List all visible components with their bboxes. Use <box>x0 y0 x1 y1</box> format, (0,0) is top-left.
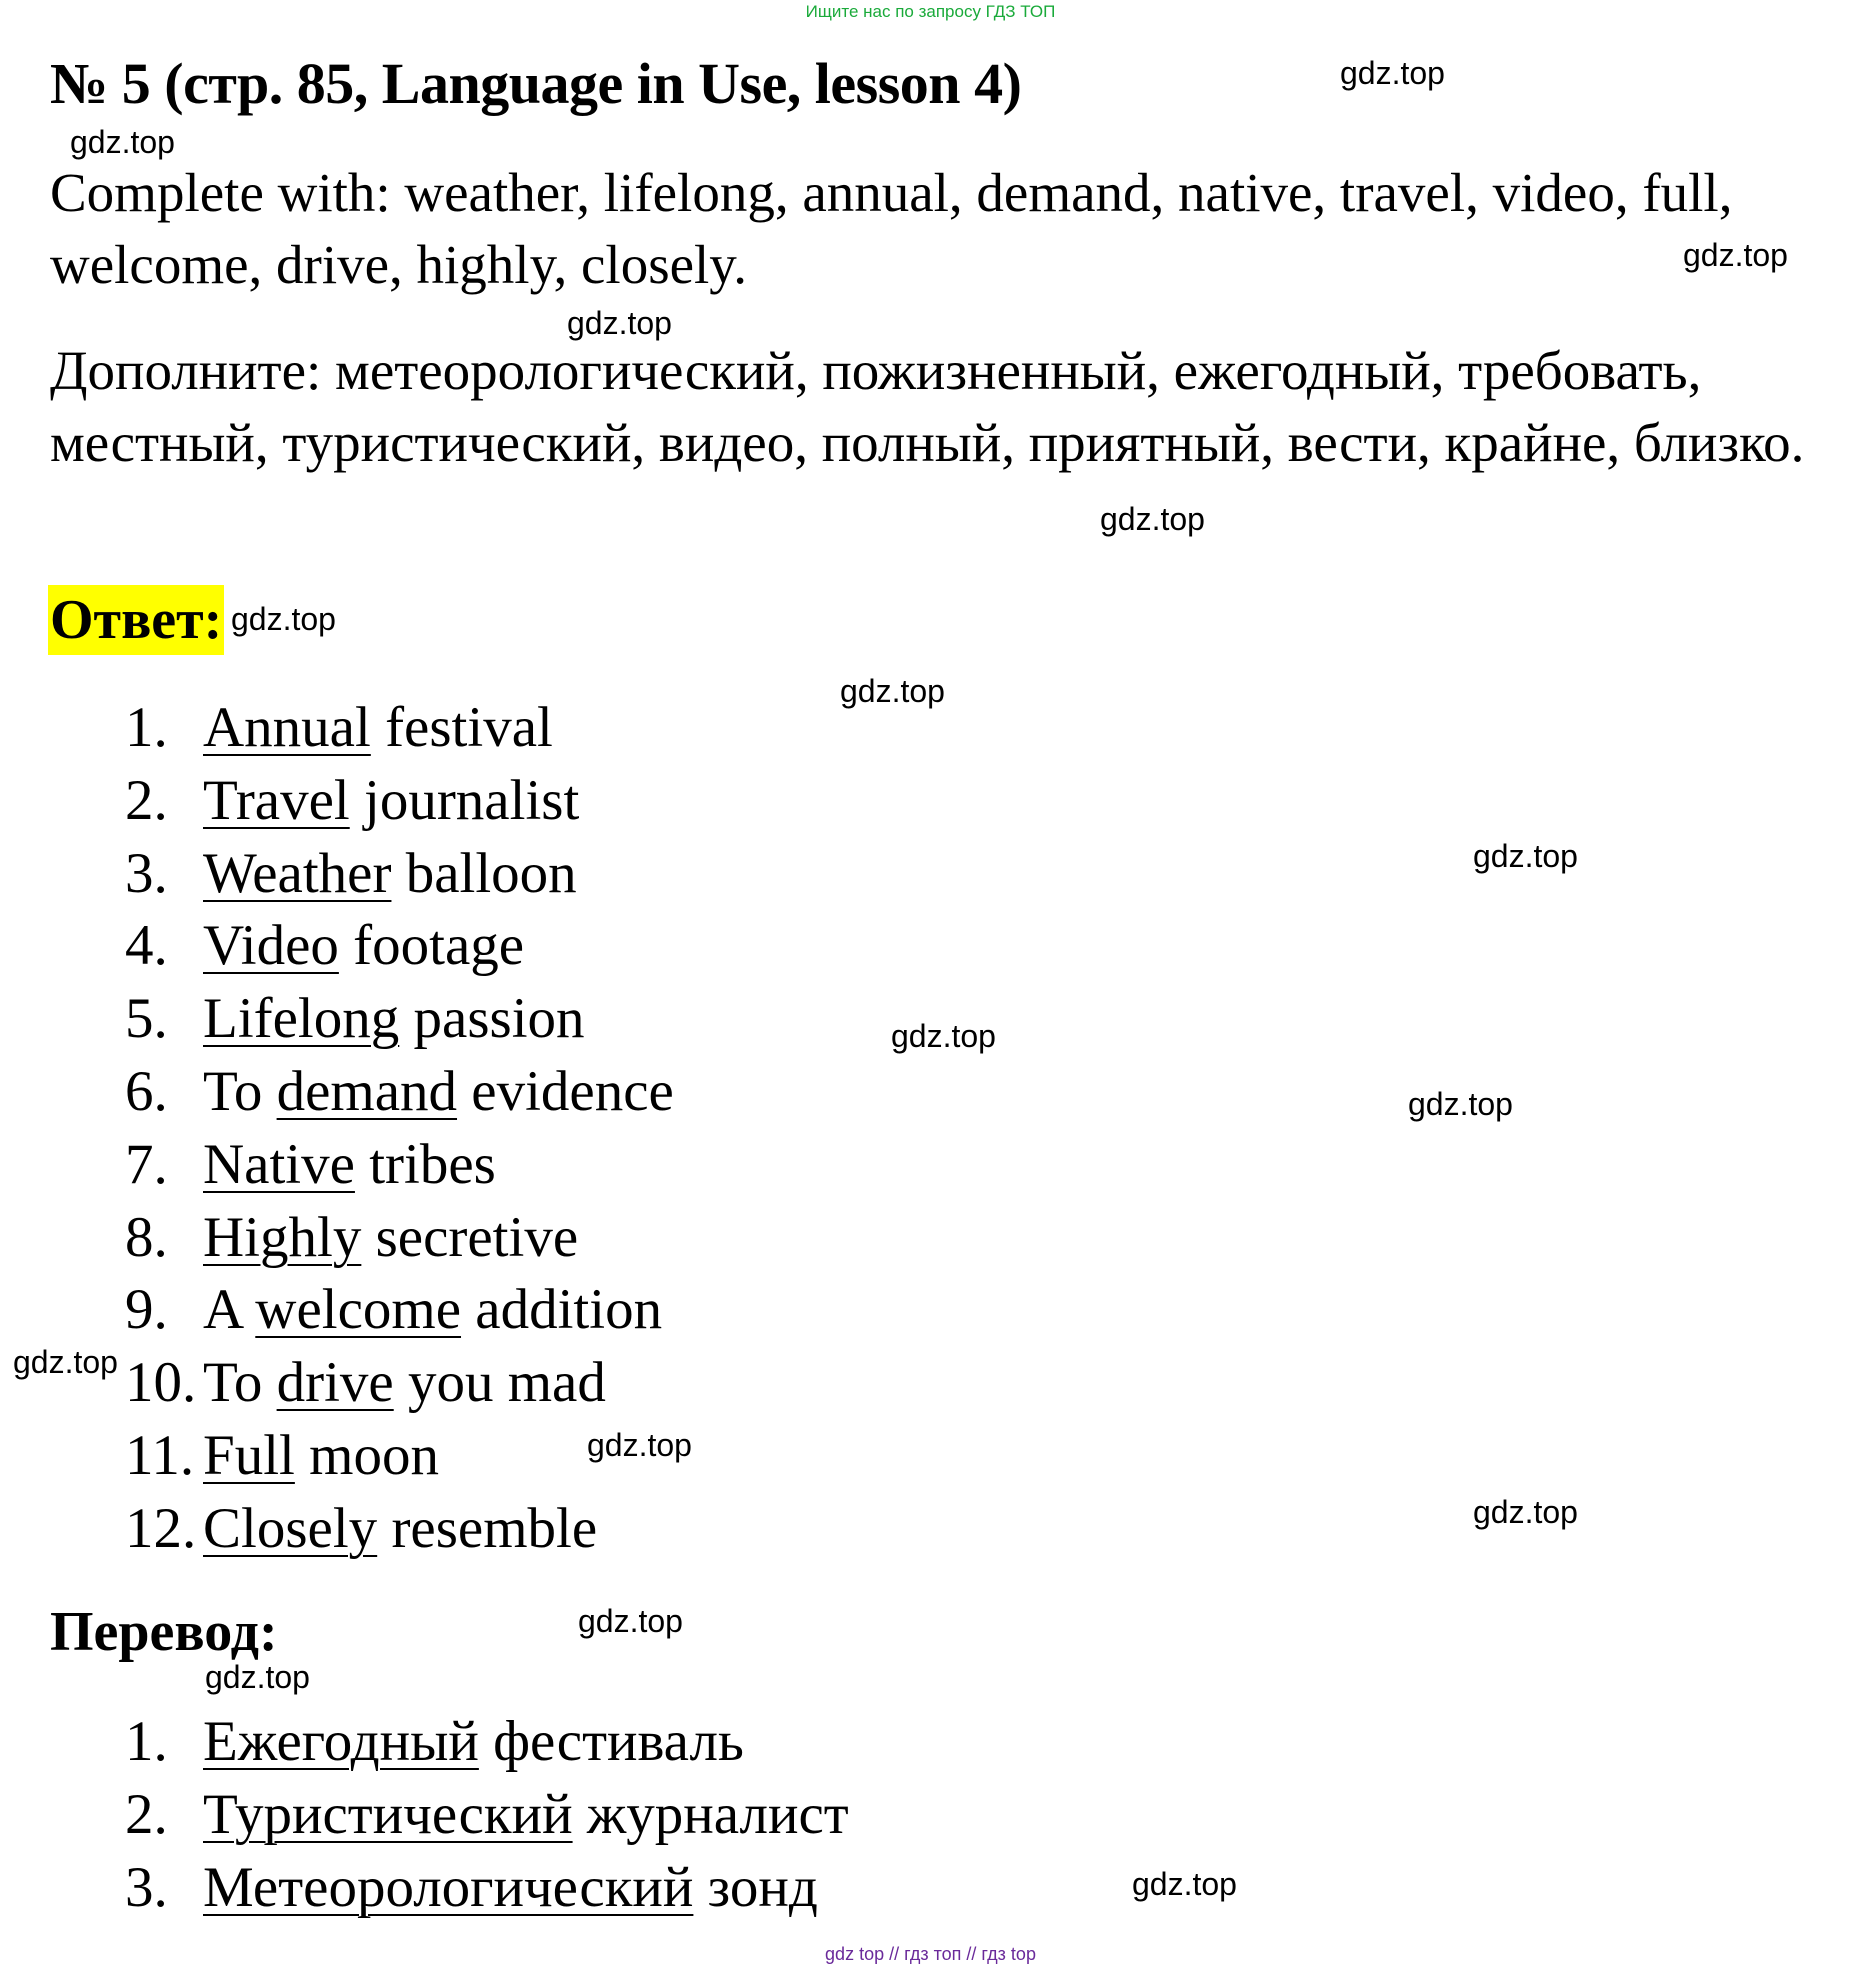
translation-rest: фестиваль <box>478 1710 744 1773</box>
item-number: 11. <box>125 1423 195 1487</box>
translation-item <box>125 1705 849 1778</box>
answer-item <box>125 838 674 911</box>
answer-word: demand <box>276 1059 458 1123</box>
translation-text <box>203 1778 849 1851</box>
watermark: gdz.top <box>205 1659 310 1695</box>
answer-label: Ответ: <box>48 585 224 655</box>
answer-rest: you mad <box>393 1351 606 1415</box>
answer-rest: addition <box>461 1278 663 1342</box>
translation-text <box>203 1851 818 1924</box>
watermark: gdz.top <box>13 1344 118 1380</box>
watermark: gdz.top <box>70 124 175 160</box>
answer-word: welcome <box>255 1278 462 1342</box>
watermark: gdz.top <box>1473 838 1578 874</box>
watermark: gdz.top <box>1473 1494 1578 1530</box>
watermark: gdz.top <box>567 305 672 341</box>
answer-text <box>203 910 524 983</box>
item-number: 6. <box>125 1059 168 1123</box>
item-number: 1. <box>125 1710 168 1773</box>
watermark: gdz.top <box>1100 501 1205 537</box>
item-number: 4. <box>125 914 168 978</box>
answer-text <box>203 1420 439 1493</box>
translation-item <box>125 1851 849 1924</box>
translations-list <box>125 1705 849 1924</box>
answer-item <box>125 1347 674 1420</box>
answer-item <box>125 910 674 983</box>
item-number: 12. <box>125 1496 197 1560</box>
watermark: gdz.top <box>231 601 336 637</box>
answer-word: drive <box>276 1351 394 1415</box>
answer-text <box>203 1056 674 1129</box>
answer-word: Video <box>203 914 339 978</box>
answer-rest: passion <box>399 987 585 1051</box>
answer-word: Full <box>203 1423 295 1487</box>
answer-word: Travel <box>203 768 350 832</box>
answer-item <box>125 1202 674 1275</box>
instruction-english: Complete with: weather, lifelong, annual, demand, native, travel, video, full, welcome, drive, highly, closely. <box>50 162 1733 295</box>
answer-text <box>203 983 585 1056</box>
top-banner: Ищите нас по запросу ГДЗ ТОП <box>805 2 1056 21</box>
answer-text <box>203 1493 597 1566</box>
answer-word: Highly <box>203 1205 362 1269</box>
item-number: 7. <box>125 1132 168 1196</box>
answer-prefix: A <box>203 1278 256 1342</box>
translation-word: Метеорологический <box>203 1856 694 1919</box>
translation-label: Перевод: <box>50 1601 278 1663</box>
answer-prefix: To <box>203 1059 277 1123</box>
translation-text <box>203 1705 744 1778</box>
watermark: gdz.top <box>1132 1866 1237 1902</box>
answer-text <box>203 1274 662 1347</box>
footer-links: gdz top // гдз топ // гдз top <box>825 1944 1036 1964</box>
answer-rest: secretive <box>361 1205 579 1269</box>
translation-rest: журналист <box>572 1783 849 1846</box>
answer-word: Weather <box>203 841 392 905</box>
item-number: 2. <box>125 1783 168 1846</box>
answer-text <box>203 1347 606 1420</box>
translation-word: Ежегодный <box>203 1710 479 1773</box>
answer-item <box>125 1056 674 1129</box>
answer-text <box>203 1202 578 1275</box>
watermark: gdz.top <box>840 673 945 709</box>
answer-rest: tribes <box>354 1132 496 1196</box>
watermark: gdz.top <box>891 1018 996 1054</box>
answer-word: Lifelong <box>203 987 400 1051</box>
item-number: 8. <box>125 1205 168 1269</box>
translation-word: Туристический <box>203 1783 573 1846</box>
answer-text <box>203 838 577 911</box>
answer-rest: journalist <box>349 768 580 832</box>
watermark: gdz.top <box>1408 1086 1513 1122</box>
item-number: 1. <box>125 696 168 759</box>
translation-item <box>125 1778 849 1851</box>
answer-text <box>203 1129 496 1202</box>
instruction-russian: Дополните: метеорологический, пожизненный, ежегодный, требовать, местный, туристический, видео, полный, приятный, вести, крайне, близко. <box>50 340 1805 473</box>
answer-item <box>125 1493 674 1566</box>
item-number: 3. <box>125 841 168 905</box>
answer-rest: footage <box>338 914 525 978</box>
answer-prefix: To <box>203 1351 277 1415</box>
watermark: gdz.top <box>587 1427 692 1463</box>
answer-item <box>125 1274 674 1347</box>
item-number: 2. <box>125 768 168 832</box>
item-number: 9. <box>125 1278 168 1342</box>
answer-rest: resemble <box>377 1496 598 1560</box>
watermark: gdz.top <box>1340 55 1445 91</box>
answer-word: Annual <box>203 696 371 759</box>
exercise-title: № 5 (стр. 85, Language in Use, lesson 4) <box>50 51 1022 116</box>
item-number: 5. <box>125 987 168 1051</box>
answer-item <box>125 765 674 838</box>
item-number: 3. <box>125 1856 168 1919</box>
watermark: gdz.top <box>1683 237 1788 273</box>
answer-rest: festival <box>370 696 553 759</box>
answer-item <box>125 1129 674 1202</box>
item-number: 10. <box>125 1351 197 1415</box>
watermark: gdz.top <box>578 1603 683 1639</box>
answer-rest: evidence <box>457 1059 674 1123</box>
answer-rest: moon <box>294 1423 439 1487</box>
answer-item <box>125 692 674 765</box>
answer-word: Closely <box>203 1496 378 1560</box>
answer-text <box>203 692 553 765</box>
answer-text <box>203 765 579 838</box>
answer-word: Native <box>203 1132 355 1196</box>
answer-item <box>125 983 674 1056</box>
translation-rest: зонд <box>693 1856 818 1919</box>
answer-rest: balloon <box>391 841 577 905</box>
